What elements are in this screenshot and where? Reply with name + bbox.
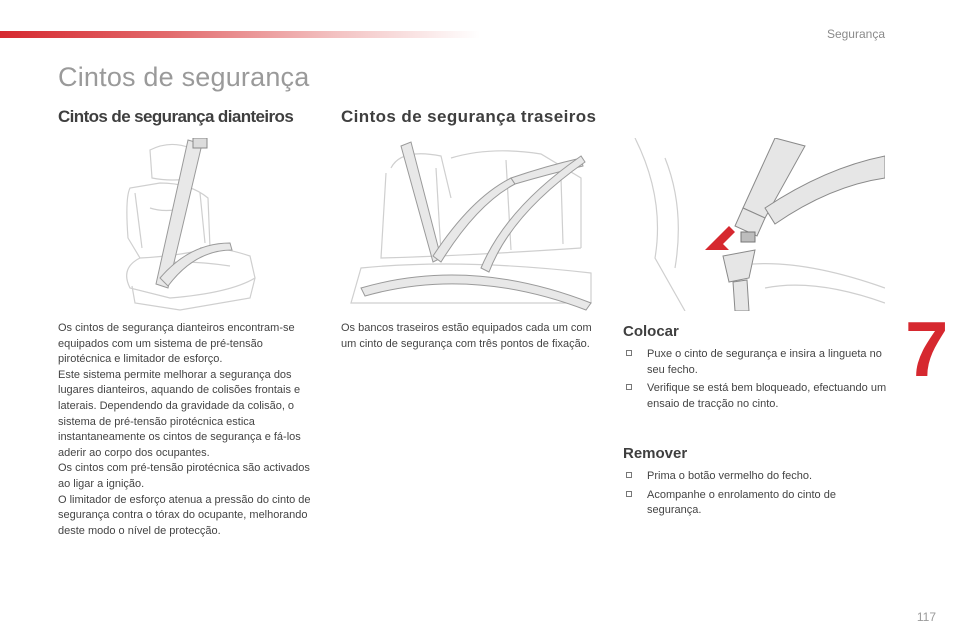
- buckle-illustration: [625, 138, 885, 311]
- colocar-steps: [624, 347, 889, 415]
- checkbox-bullet-icon: [626, 491, 632, 497]
- front-paragraph: Os cintos de segurança dianteiros encontram-se equipados com um sistema de pré-tensão pirotécnica e limitador de esforço.: [58, 322, 295, 366]
- rear-belts-description: Os bancos traseiros estão equipados cada um com um cinto de segurança com três pontos de fixação.: [341, 322, 592, 350]
- checkbox-bullet-icon: [626, 384, 632, 390]
- remover-steps: [624, 469, 889, 522]
- list-item: [624, 381, 889, 412]
- front-belts-title: Cintos de segurança dianteiros: [58, 107, 294, 126]
- checkbox-bullet-icon: [626, 350, 632, 356]
- front-paragraph: Os cintos com pré-tensão pirotécnica são activados ao ligar a ignição.: [58, 462, 310, 490]
- list-item: [624, 469, 889, 485]
- step-text: Prima o botão vermelho do fecho.: [647, 470, 813, 482]
- list-item: [624, 488, 889, 519]
- checkbox-bullet-icon: [626, 472, 632, 478]
- list-item: [624, 347, 889, 378]
- step-text: Puxe o cinto de segurança e insira a lingueta no seu fecho.: [647, 348, 882, 376]
- step-text: Acompanhe o enrolamento do cinto de segurança.: [647, 488, 836, 517]
- step-text: Verifique se está bem bloqueado, efectuando um ensaio de tracção no cinto.: [647, 382, 887, 410]
- page-title: Cintos de segurança: [58, 62, 310, 92]
- chapter-number: 7: [905, 305, 949, 393]
- header-accent-bar: [0, 31, 480, 38]
- front-paragraph: Este sistema permite melhorar a segurança dos lugares dianteiros, aquando de colisões frontais e laterais. Dependendo da gravidade da colisão, o sistema de pré-tensão pirotécnica estica instantaneamente os cintos de segurança e fá-los aderir ao corpo dos ocupantes.: [58, 368, 301, 459]
- rear-belts-title: Cintos de segurança traseiros: [341, 107, 597, 126]
- page-number: 117: [916, 610, 936, 624]
- remover-title: Remover: [623, 445, 688, 462]
- rear-seats-illustration: [341, 138, 609, 311]
- front-paragraph: O limitador de esforço atenua a pressão do cinto de segurança contra o tórax do ocupante, melhorando deste modo o nível de protecção.: [58, 493, 311, 537]
- front-belts-description: [58, 321, 318, 539]
- colocar-title: Colocar: [623, 323, 679, 340]
- front-seat-illustration: [90, 138, 280, 311]
- section-header: Segurança: [826, 27, 885, 41]
